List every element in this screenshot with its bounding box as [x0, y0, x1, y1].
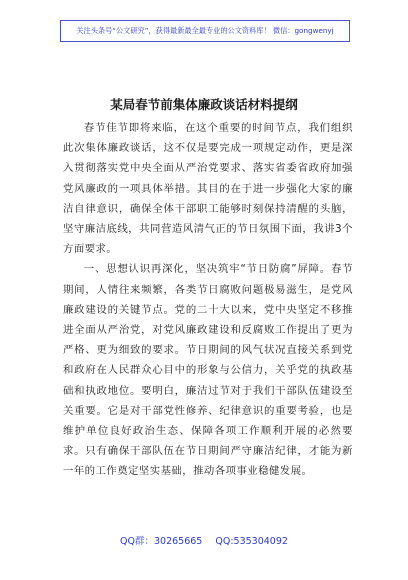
header-banner-text: 关注头条号“公文研究”，获得最新最全最专业的公文资料库！ 微信：gongwenyj: [76, 26, 334, 35]
paragraph-section-1: 一、思想认识再深化，坚决筑牢“节日防腐”屏障。春节期间，人情往来频繁，各类节日腐败问题极易滋生，是党风廉政建设的关键节点。党的二十大以来，党中央坚定不移推进全面从严治党，对党风廉政建设和反腐败工作提出了更为严格、更为细致的要求。节日期间的风气状况直接关系到党和政府在人民群众心目中的形象与公信力，关乎党的执政基础和执政地位。要明白，廉洁过节对于我们干部队伍建设至关重要。它是对干部党性修养、纪律意识的重要考验，也是维护单位良好政治生态、保障各项工作顺利开展的必然要求。只有确保干部队伍在节日期间严守廉洁纪律，才能为新一年的工作奠定坚实基础，推动各项事业稳健发展。: [63, 263, 353, 478]
footer-contact: [0, 533, 408, 547]
header-banner: [60, 20, 350, 42]
document-title: 某局春节前集体廉政谈话材料提纲: [110, 97, 298, 112]
footer-qq-group: QQ群：30265665: [120, 536, 203, 547]
paragraph-intro: 春节佳节即将来临，在这个重要的时间节点，我们组织此次集体廉政谈话，这不仅是要完成一项规定动作，更是深入贯彻落实党中央全面从严治党要求、落实省委省政府加强党风廉政的一项具体举措。其目的在于进一步强化大家的廉洁自律意识，确保全体干部职工能够时刻保持清醒的头脑，坚守廉洁底线，共同营造风清气正的节日氛围下面，我讲3个方面要求。: [63, 122, 353, 256]
footer-qq: QQ:535304092: [215, 536, 288, 547]
document-body: [63, 118, 353, 482]
